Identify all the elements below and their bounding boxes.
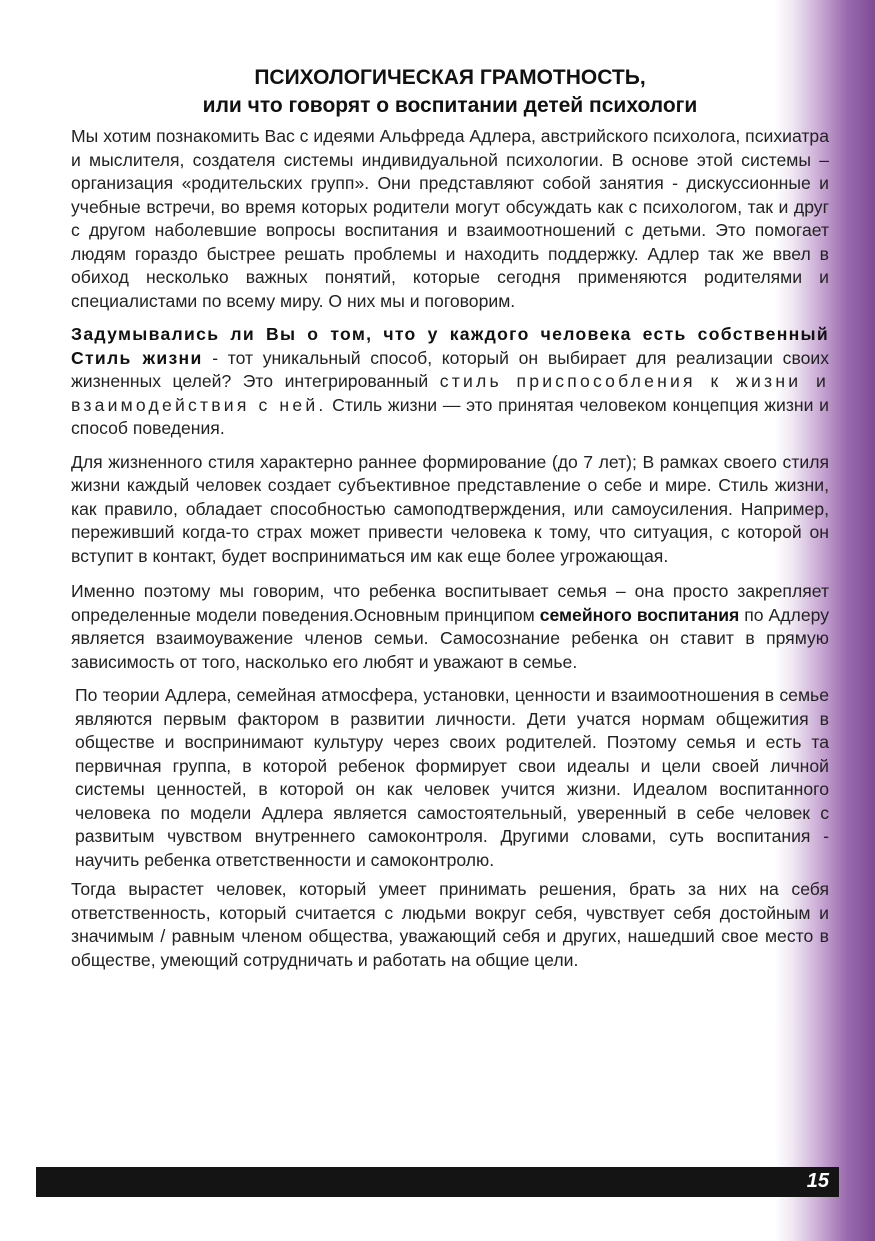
paragraph-adler-theory: По теории Адлера, семейная атмосфера, установки, ценности и взаимоотношения в семье являются первым фактором в развитии личности. Дети учатся нормам общежития в обществе и воспринимают культуру через своих родителей. Поэтому семья и есть та первичная группа, в которой ребенок формирует свои идеалы и цели своей личной системы ценностей, в которой он как человек учится жизни. Идеалом воспитанного человека по модели Адлера является самостоятельный, уверенный в себе человек с развитым чувством внутреннего самоконтроля. Другими словами, суть воспитания - научить ребенка ответственности и самоконтролю. [75,685,829,870]
family-text-1: Именно поэтому мы говорим, что ребенка воспитывает семья – она просто закрепляет определенные модели поведения.Основным принципом [71,581,829,625]
paragraph-conclusion: Тогда вырастет человек, который умеет принимать решения, брать за них на себя ответственность, который считается с людьми вокруг себя, чувствует себя достойным и значимым / равным членом общества, уважающий себя и других, нашедший свое место в обществе, умеющий сотрудничать и работать на общие цели. [71,879,829,970]
page-number: 15 [806,1170,829,1192]
title-line-2: или что говорят о воспитании детей психологи [202,94,698,117]
life-style-text-1: - тот уникальный способ, который он выбирает для реализации своих жизненных целей? Это интегрированный [71,347,829,391]
title-line-1: ПСИХОЛОГИЧЕСКАЯ ГРАМОТНОСТЬ, [254,66,646,89]
life-style-spaced-text: стиль приспособления к жизни и взаимодействия с ней. [71,371,829,415]
paragraph-family-upbringing [71,580,829,674]
paragraph-intro: Мы хотим познакомить Вас с идеями Альфреда Адлера, австрийского психолога, психиатра и мыслителя, создателя системы индивидуальной психологии. В основе этой системы – организация «родительских групп». Они представляют собой занятия - дискуссионные и учебные встречи, во время которых родители могут обсуждать как с психологом, так и друг с другом наболевшие вопросы воспитания и взаимоотношений с детьми. Это помогает людям гораздо быстрее решать проблемы и находить поддержку. Адлер так же ввел в обиход несколько важных понятий, которые сегодня применяются родителями и специалистами по всему миру. О них мы и поговорим. [71,126,829,311]
family-upbringing-bold: семейного воспитания [539,604,740,625]
family-text-2: по Адлеру является взаимоуважение членов семьи. Самосознание ребенка он ставит в прямую зависимость от того, насколько его любят и уважают в семье. [71,604,829,672]
article-title [71,64,829,120]
life-style-text-2: Стиль жизни — это принятая человеком концепция жизни и способ поведения. [71,394,829,438]
footer-bar [36,1167,839,1197]
paragraph-formation: Для жизненного стиля характерно раннее формирование (до 7 лет); В рамках своего стиля жизни каждый человек создает субъективное представление о себе и мире. Стиль жизни, как правило, обладает способностью самоподтверждения, или самоусиления. Например, переживший когда-то страх может привести человека к тому, что ситуация, с которой он вступит в контакт, будет восприниматься им как еще более угрожающая. [71,451,829,566]
article [71,64,829,972]
life-style-bold-question: Задумывались ли Вы о том, что у каждого человека есть собственный Стиль жизни [71,324,829,368]
paragraph-life-style [71,323,829,441]
